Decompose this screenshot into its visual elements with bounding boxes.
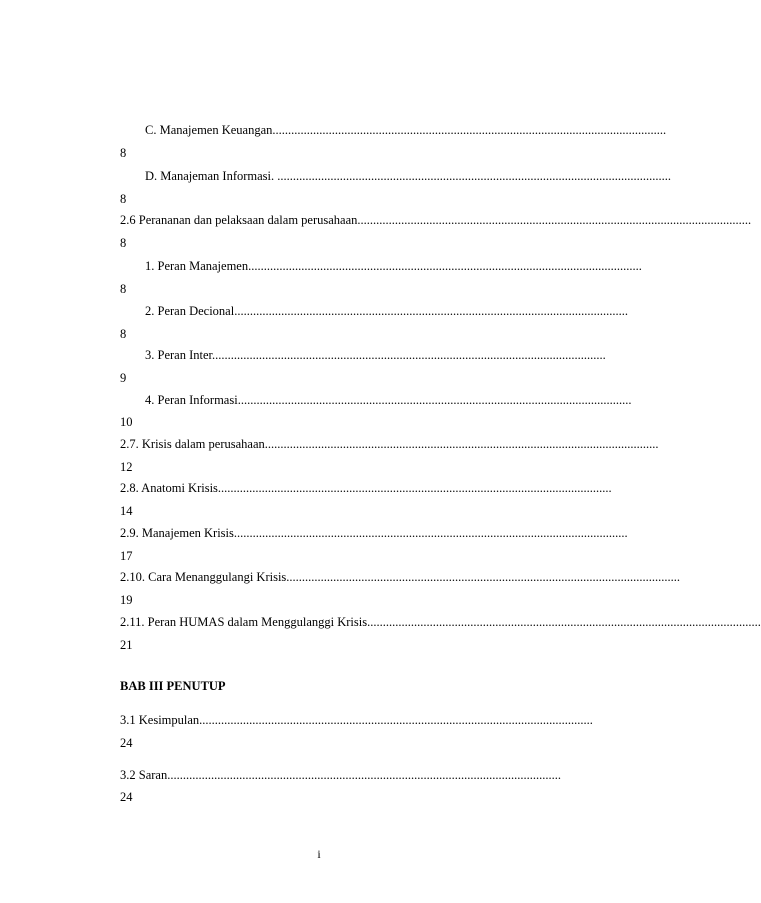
toc-entry (120, 765, 562, 785)
toc-page-number: 14 (120, 504, 133, 518)
toc-entry (120, 523, 628, 543)
toc-page-number: 24 (120, 736, 133, 750)
toc-entry (120, 434, 659, 454)
toc-entry (120, 301, 628, 321)
toc-page-number: 8 (120, 327, 127, 341)
toc-leader-dots: .............................................................................................................................. (234, 304, 628, 318)
toc-page-number: 17 (120, 549, 133, 563)
toc-page-number: 12 (120, 460, 133, 474)
toc-page-number: 21 (120, 638, 133, 652)
toc-leader-dots: .............................................................................................................................. (237, 393, 632, 407)
toc-page-number: 8 (120, 282, 127, 296)
toc-entry-title: 1. Peran Manajemen (145, 259, 249, 273)
toc-page-number: 9 (120, 371, 127, 385)
toc-entry (120, 612, 761, 632)
toc-page-number: 19 (120, 593, 133, 607)
section-heading: BAB III PENUTUP (120, 679, 226, 693)
page-footer-number: i (317, 847, 321, 861)
toc-entry (120, 710, 593, 730)
toc-leader-dots: .............................................................................................................................. (272, 123, 667, 137)
toc-entry-title: 2.7. Krisis dalam perusahaan (120, 437, 265, 451)
toc-entry (120, 166, 672, 186)
toc-page-number: 8 (120, 192, 127, 206)
toc-entry-title: 4. Peran Informasi (145, 393, 238, 407)
toc-leader-dots: .............................................................................................................................. (264, 437, 659, 451)
toc-leader-dots: .............................................................................................................................. (167, 768, 561, 782)
toc-leader-dots: .............................................................................................................................. (277, 169, 672, 183)
toc-leader-dots: .............................................................................................................................. (248, 259, 642, 273)
toc-entry (120, 256, 642, 276)
toc-entry-title: C. Manajemen Keuangan (145, 123, 273, 137)
toc-entry (120, 390, 632, 410)
toc-entry-title: 3.1 Kesimpulan (120, 713, 200, 727)
toc-leader-dots: .............................................................................................................................. (199, 713, 593, 727)
toc-entry-title: 3.2 Saran (120, 768, 168, 782)
toc-entry-title: 3. Peran Inter (145, 348, 212, 362)
toc-entry-title: D. Manajeman Informasi. (145, 169, 278, 183)
toc-entry-title: 2. Peran Decional (145, 304, 235, 318)
toc-leader-dots: .............................................................................................................................. (286, 570, 681, 584)
toc-entry-title: 2.10. Cara Menanggulangi Krisis (120, 570, 287, 584)
toc-entry-title: 2.8. Anatomi Krisis (120, 481, 218, 495)
toc-entry-title: 2.9. Manajemen Krisis (120, 526, 234, 540)
toc-entry (120, 345, 606, 365)
toc-leader-dots: .............................................................................................................................. (357, 213, 752, 227)
toc-page-number: 24 (120, 790, 133, 804)
toc-entry (120, 120, 667, 140)
toc-entry-title: 2.11. Peran HUMAS dalam Menggulanggi Krisis (120, 615, 368, 629)
toc-page-number: 8 (120, 236, 127, 250)
toc-leader-dots: .............................................................................................................................. (217, 481, 612, 495)
toc-page-number: 8 (120, 146, 127, 160)
toc-leader-dots: .............................................................................................................................. (212, 348, 606, 362)
toc-entry (120, 478, 612, 498)
toc-entry (120, 210, 752, 230)
toc-page-number: 10 (120, 415, 133, 429)
toc-entry (120, 567, 681, 587)
toc-leader-dots: .............................................................................................................................. (367, 615, 761, 629)
toc-leader-dots: .............................................................................................................................. (233, 526, 628, 540)
toc-entry-title: 2.6 Perananan dan pelaksaan dalam perusahaan (120, 213, 358, 227)
